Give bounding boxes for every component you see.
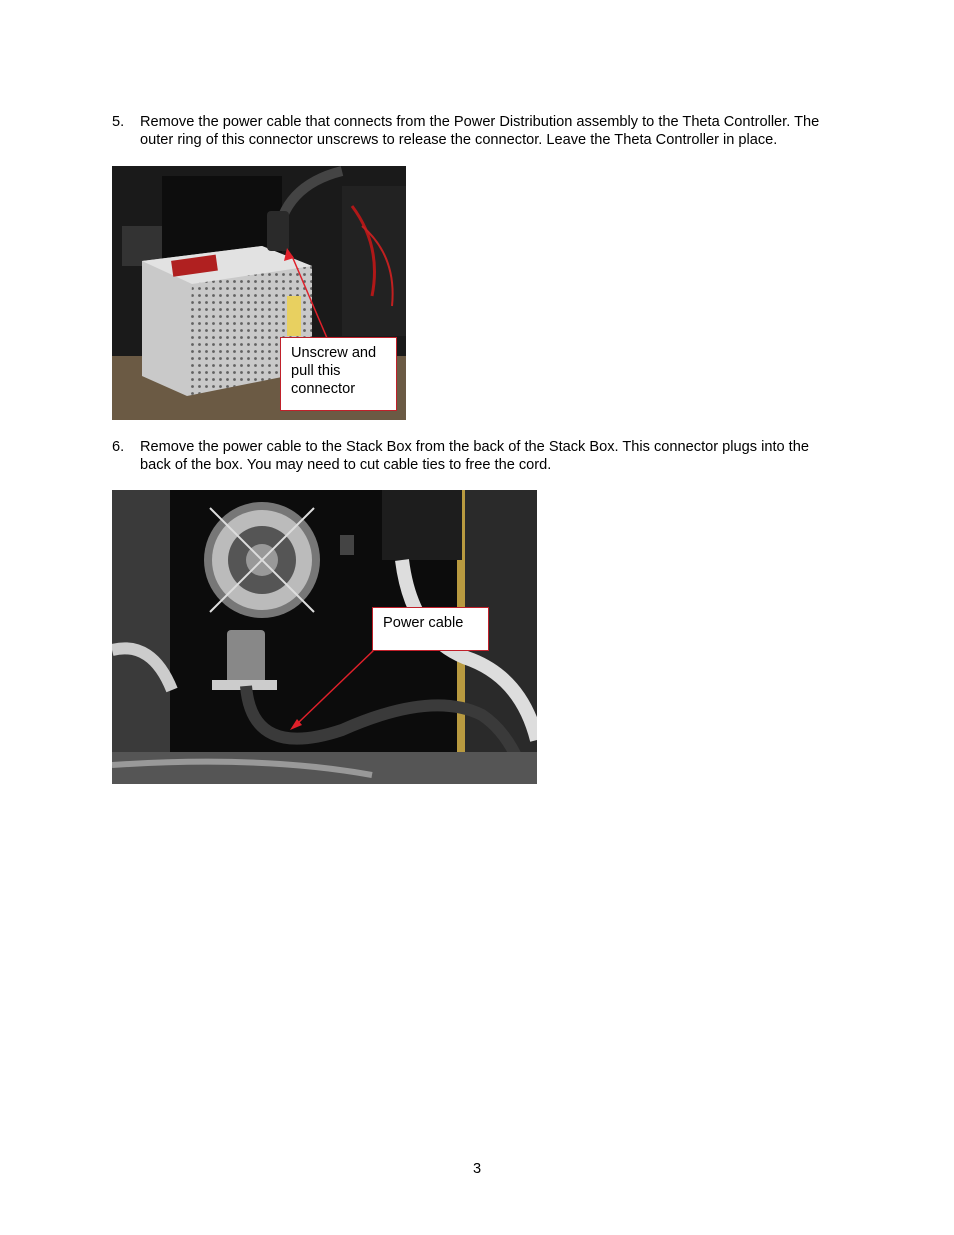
page-number: 3 [472, 1161, 482, 1177]
callout-power-cable: Power cable [372, 607, 489, 651]
step-text: Remove the power cable that connects from the Power Distribution assembly to the Theta Controller. The outer ring of this connector unscrews to release the connector. Leave the Theta Controller in place. [140, 114, 820, 148]
step-number: 6. [112, 439, 125, 455]
callout-line: Unscrew and [291, 345, 377, 361]
step-text: Remove the power cable to the Stack Box from the back of the Stack Box. This connector plugs into the back of the box. You may need to cut cable ties to free the cord. [140, 439, 809, 473]
step-number: 5. [112, 114, 125, 130]
callout-line: pull this [291, 363, 341, 379]
callout-line: connector [291, 381, 356, 397]
callout-unscrew-connector [280, 337, 397, 411]
